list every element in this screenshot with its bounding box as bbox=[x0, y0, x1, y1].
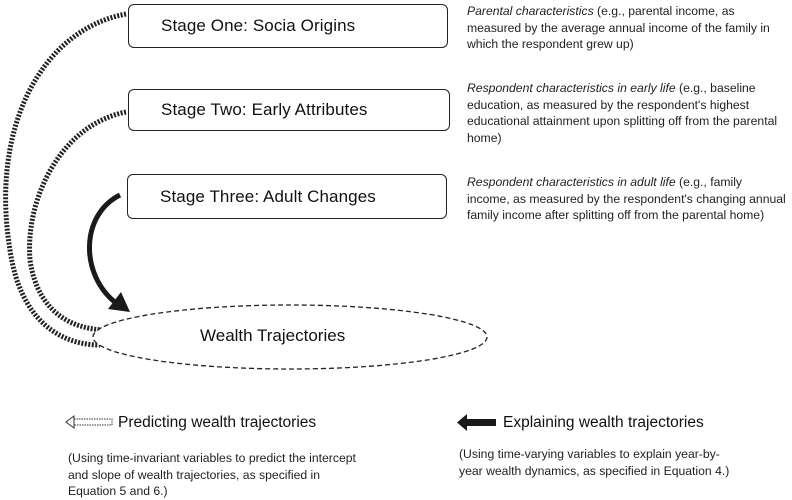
explaining-legend-label: Explaining wealth trajectories bbox=[503, 414, 704, 431]
stage-three-description bbox=[467, 174, 787, 224]
predicting-legend-label: Predicting wealth trajectories bbox=[118, 414, 317, 431]
predicting-legend-arrow-icon bbox=[66, 416, 112, 428]
stage-one-description-text: (e.g., parental income, as measured by the average annual income of the family in which the respondent grew up) bbox=[467, 4, 770, 51]
stage-three-box bbox=[127, 174, 447, 219]
stage-two-label: Stage Two: Early Attributes bbox=[161, 100, 368, 119]
stage-one-box bbox=[128, 4, 448, 48]
explaining-legend-note: (Using time-varying variables to explain year-by-year wealth dynamics, as specified in Equation 4.) bbox=[459, 447, 730, 478]
explaining-arrow-stage-three bbox=[89, 195, 130, 312]
explaining-legend-arrow-icon bbox=[457, 414, 496, 431]
stage-two-description-text: (e.g., baseline education, as measured by the respondent's highest educational attainment upon splitting off from the parental home) bbox=[467, 81, 778, 145]
stage-three-label: Stage Three: Adult Changes bbox=[160, 186, 376, 206]
stage-three-description-text: (e.g., family income, as measured by the respondent's changing annual family income after splitting off from the parental home) bbox=[467, 175, 786, 222]
stage-one-label: Stage One: Socia Origins bbox=[161, 16, 356, 35]
stage-one-description bbox=[467, 3, 787, 53]
stage-one-description-italic: Parental characteristics bbox=[467, 4, 594, 18]
predicting-legend-note: (Using time-invariant variables to predict the intercept and slope of wealth trajectories, as specified in Equation 5 and 6.) bbox=[68, 451, 356, 498]
stage-two-box bbox=[128, 89, 450, 131]
stage-three-description-italic: Respondent characteristics in adult life bbox=[467, 175, 676, 189]
wealth-trajectories-label: Wealth Trajectories bbox=[200, 326, 346, 345]
stage-two-description-italic: Respondent characteristics in early life bbox=[467, 81, 676, 95]
stage-two-description bbox=[467, 80, 787, 146]
